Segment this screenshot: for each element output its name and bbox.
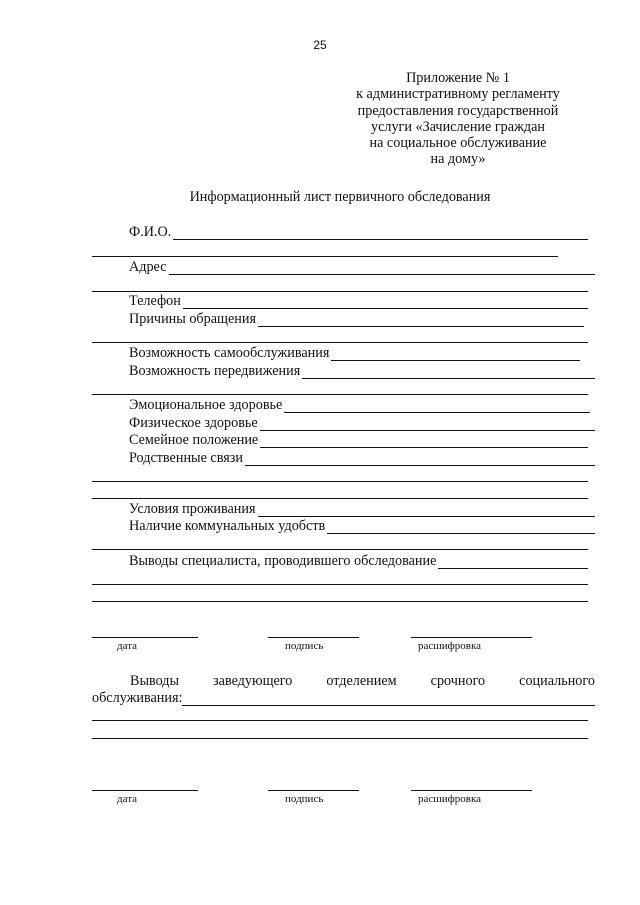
emotional-field[interactable] (129, 397, 590, 413)
address-blank[interactable] (169, 261, 595, 275)
self-service-label: Возможность самообслуживания (129, 345, 330, 361)
head-conclusion-word: срочного (430, 673, 486, 689)
living-label: Условия проживания (129, 501, 256, 517)
signature-caption: подпись (285, 793, 324, 805)
mobility-label: Возможность передвижения (129, 363, 301, 379)
date-caption: дата (117, 793, 138, 805)
signature-line[interactable] (268, 637, 359, 638)
specialist-conclusions-blank[interactable] (438, 555, 588, 569)
utilities-label: Наличие коммунальных удобств (129, 518, 326, 534)
relatives-blank[interactable] (245, 452, 595, 466)
transcript-caption: расшифровка (418, 793, 482, 805)
relatives-field[interactable] (129, 450, 595, 466)
appendix-line: услуги «Зачисление граждан (370, 118, 545, 135)
phone-label: Телефон (129, 293, 181, 309)
head-conclusion-word: заведующего (213, 673, 293, 689)
appendix-line: Приложение № 1 (406, 70, 510, 86)
self-service-field[interactable] (129, 345, 580, 361)
reasons-blank[interactable] (258, 313, 584, 327)
head-conclusion-line[interactable] (92, 720, 588, 721)
fio-blank[interactable] (173, 226, 588, 240)
head-conclusion-line[interactable] (92, 738, 588, 739)
signature-line[interactable] (268, 790, 359, 791)
transcript-caption: расшифровка (418, 640, 482, 652)
appendix-line: на социальное обслуживание (369, 135, 547, 152)
specialist-conclusions-line[interactable] (92, 584, 588, 585)
utilities-blank[interactable] (327, 520, 595, 534)
utilities-continuation-line[interactable] (92, 549, 588, 550)
head-conclusion-word: социального (519, 673, 595, 689)
head-conclusion-word: отделением (326, 673, 397, 689)
reasons-label: Причины обращения (129, 311, 256, 327)
reasons-continuation-line[interactable] (92, 342, 588, 343)
head-conclusion-heading (92, 673, 595, 690)
date-caption: дата (117, 640, 138, 652)
emotional-blank[interactable] (284, 399, 590, 413)
appendix-line: на дому» (430, 151, 486, 168)
family-field[interactable] (129, 432, 588, 448)
physical-blank[interactable] (260, 417, 595, 431)
emotional-label: Эмоциональное здоровье (129, 397, 283, 413)
date-line[interactable] (92, 637, 198, 638)
address-field[interactable] (129, 259, 595, 275)
transcript-line[interactable] (411, 637, 532, 638)
relatives-continuation-line[interactable] (92, 481, 588, 482)
transcript-line[interactable] (411, 790, 532, 791)
phone-field[interactable] (129, 293, 588, 309)
family-label: Семейное положение (129, 432, 259, 448)
head-conclusion-label: обслуживания: (92, 689, 183, 706)
date-line[interactable] (92, 790, 198, 791)
fio-label: Ф.И.О. (129, 224, 172, 240)
page-number: 25 (313, 38, 327, 52)
relatives-label: Родственные связи (129, 450, 243, 466)
document-title: Информационный лист первичного обследования (189, 189, 491, 205)
mobility-continuation-line[interactable] (92, 394, 588, 395)
head-conclusion-field[interactable] (92, 690, 595, 707)
specialist-conclusions-label: Выводы специалиста, проводившего обследование (129, 553, 437, 569)
head-conclusion (92, 673, 595, 706)
living-field[interactable] (129, 501, 595, 517)
physical-label: Физическое здоровье (129, 415, 258, 431)
address-continuation-line[interactable] (92, 291, 588, 292)
reasons-field[interactable] (129, 311, 584, 327)
family-blank[interactable] (260, 434, 588, 448)
mobility-blank[interactable] (302, 365, 595, 379)
appendix-header (328, 70, 588, 168)
physical-field[interactable] (129, 415, 595, 431)
fio-continuation-line[interactable] (92, 256, 558, 257)
living-blank[interactable] (258, 503, 595, 517)
fio-field[interactable] (129, 224, 588, 240)
appendix-line: к административному регламенту (356, 86, 560, 103)
relatives-continuation-line[interactable] (92, 498, 588, 499)
head-conclusion-blank[interactable] (182, 692, 595, 706)
self-service-blank[interactable] (331, 347, 580, 361)
address-label: Адрес (129, 259, 167, 275)
utilities-field[interactable] (129, 518, 595, 534)
appendix-line: предоставления государственной (357, 102, 559, 119)
specialist-conclusions-field[interactable] (129, 553, 588, 569)
specialist-conclusions-line[interactable] (92, 601, 588, 602)
signature-caption: подпись (285, 640, 324, 652)
head-conclusion-word: Выводы (130, 673, 180, 689)
phone-blank[interactable] (183, 295, 588, 309)
mobility-field[interactable] (129, 363, 595, 379)
